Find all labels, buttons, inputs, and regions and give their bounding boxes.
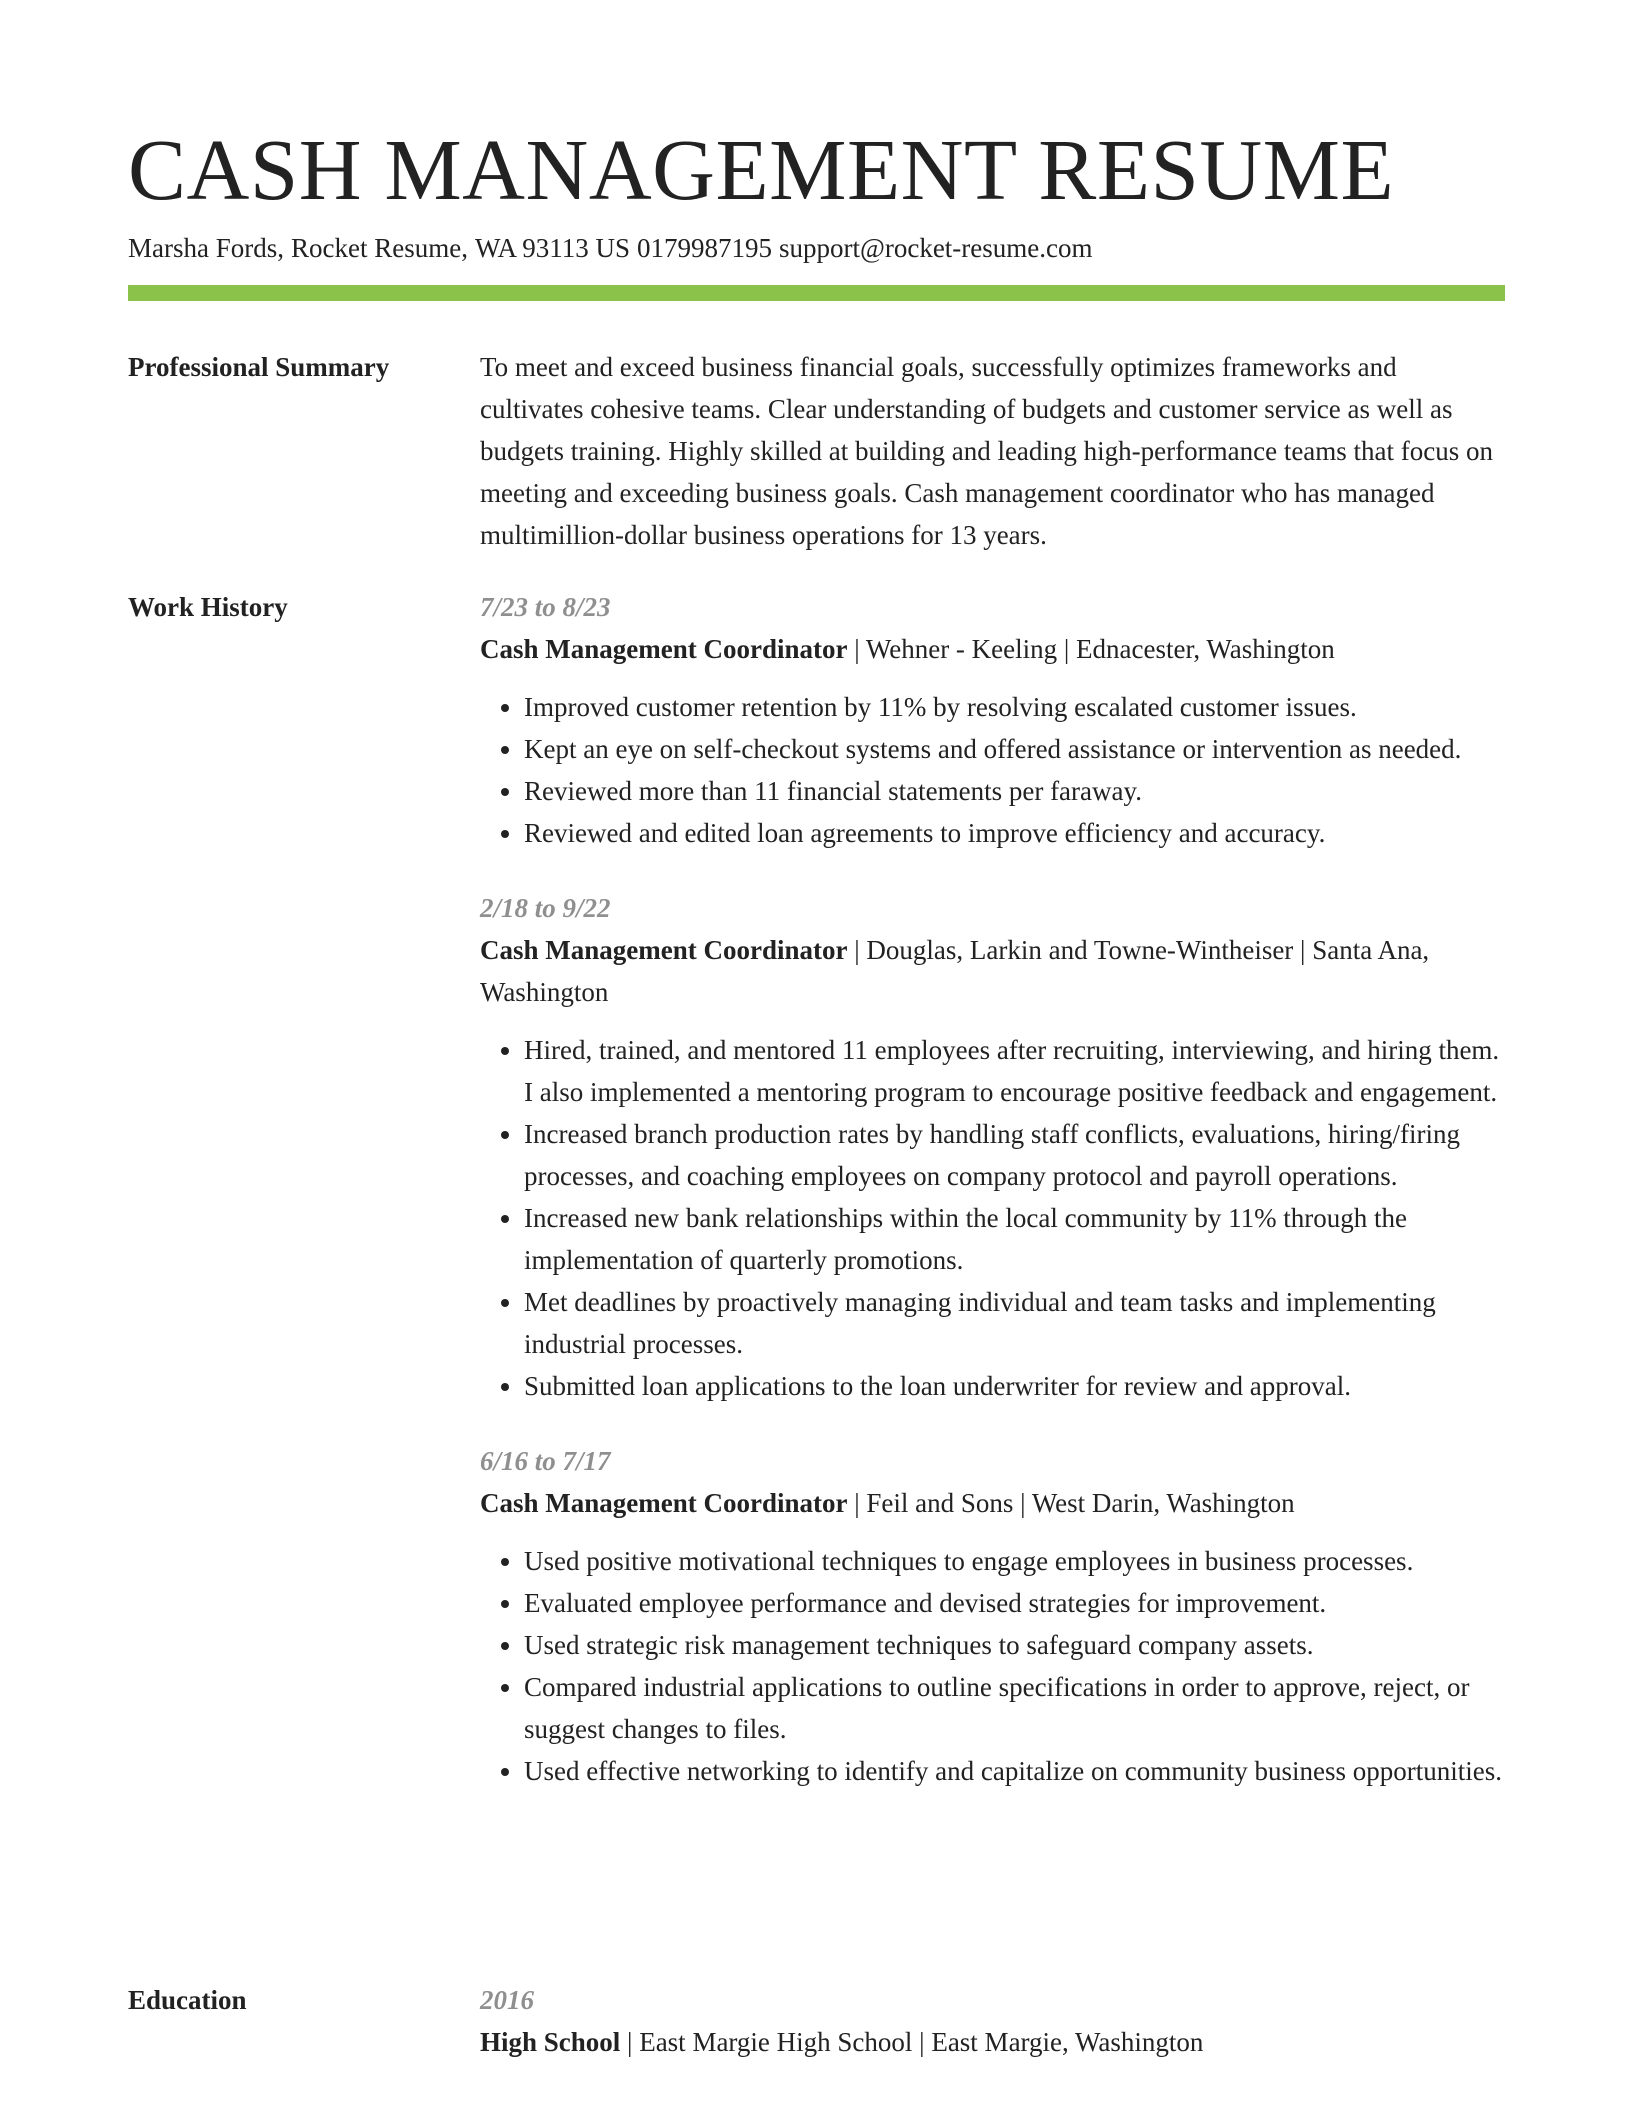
job-bullets (480, 686, 1505, 854)
job-heading (480, 929, 1505, 1013)
summary-text: To meet and exceed business financial goals, successfully optimizes frameworks and cultivates cohesive teams. Clear understanding of budgets and customer service as well as budgets training. Highly skilled at building and leading high-performance teams that focus on meeting and exceeding business goals. Cash management coordinator who has managed multimillion-dollar business operations for 13 years. (480, 352, 1494, 550)
job-bullet: • Met deadlines by proactively managing individual and team tasks and implementing industrial processes. (524, 1281, 1505, 1365)
contact-email[interactable]: support@rocket-resume.com (778, 233, 1093, 263)
job-bullet: • Submitted loan applications to the loan underwriter for review and approval. (524, 1365, 1505, 1407)
education-body (480, 1979, 1505, 2096)
work-history-body (480, 586, 1505, 1825)
education-heading (480, 2021, 1505, 2063)
job-employer-location: | Feil and Sons | West Darin, Washington (847, 1488, 1295, 1518)
resume-title: CASH MANAGEMENT RESUME (128, 121, 1395, 218)
education-school-location: | East Margie High School | East Margie, Washington (620, 2027, 1204, 2057)
job-bullet: • Compared industrial applications to outline specifications in order to approve, reject, or suggest changes to files. (524, 1666, 1505, 1750)
job-employer-location: | Douglas, Larkin and Towne-Wintheiser | Santa Ana, Washington (480, 935, 1430, 1007)
education-label: Education (128, 1985, 247, 2015)
job-entry (480, 586, 1505, 854)
job-entry (480, 887, 1505, 1407)
job-bullet: • Increased new bank relationships within the local community by 11% through the implementation of quarterly promotions. (524, 1197, 1505, 1281)
job-bullet: • Reviewed and edited loan agreements to improve efficiency and accuracy. (524, 812, 1505, 854)
summary-body (480, 346, 1505, 556)
header-divider (128, 285, 1505, 301)
contact-company: Rocket Resume, (291, 233, 468, 263)
job-heading (480, 1482, 1505, 1524)
work-history-label: Work History (128, 592, 288, 622)
job-bullet: • Increased branch production rates by handling staff conflicts, evaluations, hiring/firing processes, and coaching employees on company protocol and payroll operations. (524, 1113, 1505, 1197)
job-bullet: • Used positive motivational techniques to engage employees in business processes. (524, 1540, 1505, 1582)
job-bullet: • Evaluated employee performance and devised strategies for improvement. (524, 1582, 1505, 1624)
job-bullets (480, 1029, 1505, 1407)
job-bullet: • Kept an eye on self-checkout systems and offered assistance or intervention as needed. (524, 728, 1505, 770)
education-entry (480, 1979, 1505, 2063)
job-heading (480, 628, 1505, 670)
job-title: Cash Management Coordinator (480, 634, 848, 664)
job-bullet: • Reviewed more than 11 financial statements per faraway. (524, 770, 1505, 812)
job-bullet: • Hired, trained, and mentored 11 employees after recruiting, interviewing, and hiring them. I also implemented a mentoring program to encourage positive feedback and engagement. (524, 1029, 1505, 1113)
job-title: Cash Management Coordinator (480, 1488, 848, 1518)
contact-phone: 0179987195 (636, 233, 772, 263)
job-dates: 7/23 to 8/23 (480, 592, 611, 622)
job-bullets (480, 1540, 1505, 1792)
job-dates: 2/18 to 9/22 (480, 893, 611, 923)
education-degree: High School (480, 2027, 621, 2057)
job-bullet: • Used strategic risk management techniques to safeguard company assets. (524, 1624, 1505, 1666)
job-bullet: • Improved customer retention by 11% by resolving escalated customer issues. (524, 686, 1505, 728)
contact-region: WA 93113 US (474, 233, 630, 263)
job-bullet: • Used effective networking to identify and capitalize on community business opportunities. (524, 1750, 1505, 1792)
contact-name: Marsha Fords, (128, 233, 284, 263)
job-title: Cash Management Coordinator (480, 935, 848, 965)
contact-line (128, 232, 1100, 264)
summary-label: Professional Summary (128, 352, 390, 382)
job-employer-location: | Wehner - Keeling | Ednacester, Washington (847, 634, 1335, 664)
job-entry (480, 1440, 1505, 1792)
job-dates: 6/16 to 7/17 (480, 1446, 611, 1476)
education-dates: 2016 (480, 1985, 534, 2015)
